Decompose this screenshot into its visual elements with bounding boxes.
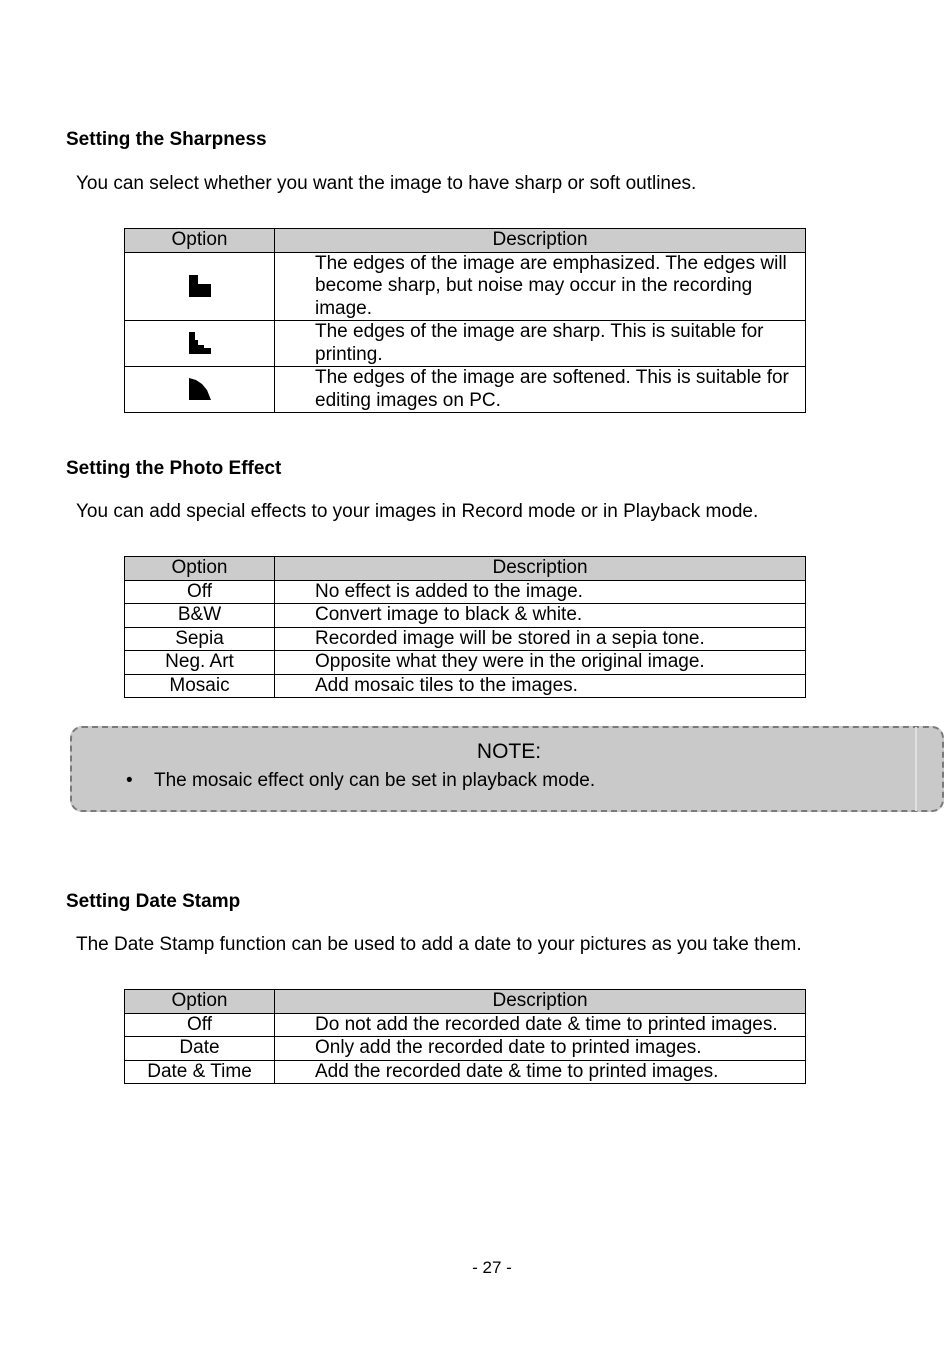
description-cell: No effect is added to the image.	[275, 580, 806, 604]
table-header-row	[125, 990, 806, 1014]
option-cell: Off	[125, 1013, 275, 1037]
option-cell: Date & Time	[125, 1060, 275, 1084]
page-number: - 27 -	[472, 1258, 512, 1277]
option-header: Option	[125, 229, 275, 253]
note-title: NOTE:	[476, 740, 542, 763]
table-header-row	[125, 229, 806, 253]
description-cell: Opposite what they were in the original image.	[275, 651, 806, 675]
normal-edge-icon	[189, 332, 211, 354]
table-row	[125, 627, 806, 651]
table-row	[125, 1060, 806, 1084]
photo-effect-table	[124, 556, 806, 698]
soft-edge-icon	[189, 378, 211, 400]
table-row	[125, 1013, 806, 1037]
description-cell: Add the recorded date & time to printed images.	[275, 1060, 806, 1084]
option-cell: Date	[125, 1037, 275, 1061]
option-cell: B&W	[125, 604, 275, 628]
description-header: Description	[275, 990, 806, 1014]
table-row	[125, 367, 806, 413]
table-row	[125, 1037, 806, 1061]
photo-effect-intro: You can add special effects to your images in Record mode or in Playback mode.	[76, 501, 759, 522]
sharp-edge-icon	[189, 275, 211, 297]
note-item	[126, 770, 595, 792]
note-divider	[915, 727, 917, 811]
description-cell: Do not add the recorded date & time to printed images.	[275, 1013, 806, 1037]
description-cell: Add mosaic tiles to the images.	[275, 674, 806, 698]
table-row	[125, 321, 806, 367]
date-stamp-table	[124, 989, 806, 1084]
table-row	[125, 651, 806, 675]
sharpness-intro: You can select whether you want the image to have sharp or soft outlines.	[76, 173, 697, 194]
date-stamp-intro: The Date Stamp function can be used to add a date to your pictures as you take them.	[76, 934, 802, 955]
option-header: Option	[125, 557, 275, 581]
table-row	[125, 674, 806, 698]
table-row	[125, 252, 806, 321]
table-row	[125, 604, 806, 628]
note-item-text: The mosaic effect only can be set in playback mode.	[154, 770, 596, 791]
photo-effect-heading: Setting the Photo Effect	[66, 458, 282, 479]
description-header: Description	[275, 557, 806, 581]
option-cell: Neg. Art	[125, 651, 275, 675]
description-cell: Recorded image will be stored in a sepia tone.	[275, 627, 806, 651]
description-cell: The edges of the image are softened. This is suitable for editing images on PC.	[275, 367, 806, 413]
description-cell: The edges of the image are sharp. This is suitable for printing.	[275, 321, 806, 367]
description-cell: The edges of the image are emphasized. The edges will become sharp, but noise may occur in the recording image.	[275, 252, 806, 321]
sharpness-heading: Setting the Sharpness	[66, 129, 267, 150]
table-header-row	[125, 557, 806, 581]
note-box	[70, 726, 944, 812]
option-cell: Mosaic	[125, 674, 275, 698]
description-header: Description	[275, 229, 806, 253]
date-stamp-heading: Setting Date Stamp	[66, 891, 241, 912]
table-row	[125, 580, 806, 604]
bullet-icon: •	[126, 770, 133, 791]
option-cell: Off	[125, 580, 275, 604]
sharpness-table	[124, 228, 806, 413]
description-cell: Convert image to black & white.	[275, 604, 806, 628]
description-cell: Only add the recorded date to printed images.	[275, 1037, 806, 1061]
option-header: Option	[125, 990, 275, 1014]
option-cell: Sepia	[125, 627, 275, 651]
